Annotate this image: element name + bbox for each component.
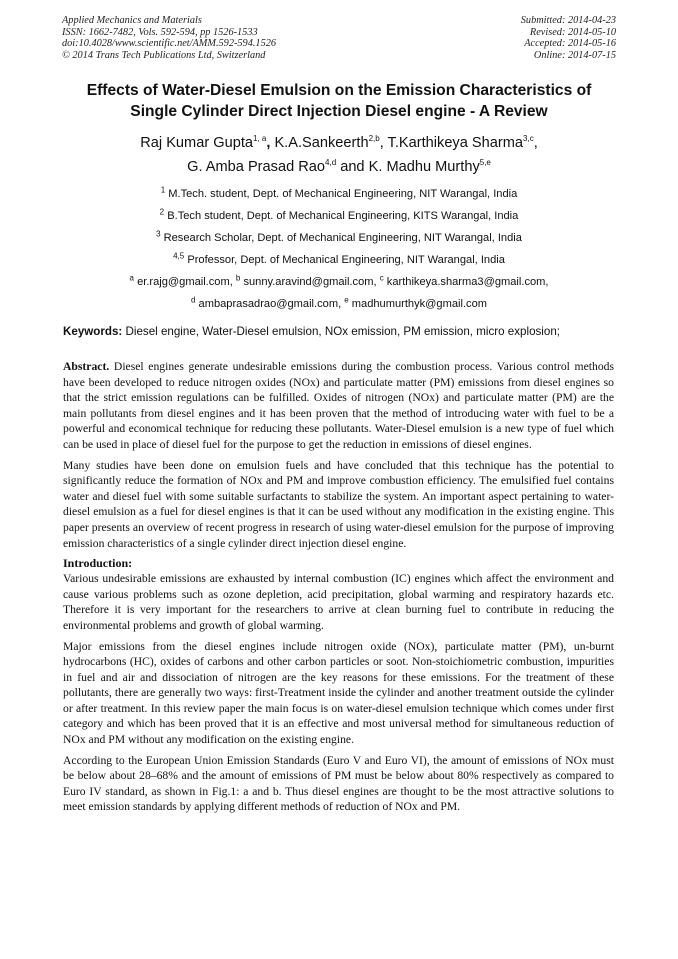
introduction-heading: Introduction: <box>63 556 133 571</box>
introduction-paragraph: Various undesirable emissions are exhausted by internal combustion (IC) engines which affect the environment and cause various problems such as ozone depletion, acid precipitation, global warming and respiratory hazards etc. Therefore it is very important for the researchers to arrive at clean burning fuel to contribute in reducing the environmental problems and growth of global warming. <box>63 572 614 632</box>
abstract-paragraph: Abstract. Diesel engines generate undesirable emissions during the combustion process. Various control methods have been developed to reduce nitrogen oxides (NOx) and particulate matter (PM) emissions from diesel engines so that the strict emission regulations can be fulfilled. Oxides of nitrogen (NOx) and particulate matter (PM) are the main pollutants from diesel engines and it has been proven that the method of introducing water with fuel to be a powerful and economical technique for reducing these pollutants. Water-Diesel emulsion is a new type of fuel which can be used in place of diesel fuel for the purpose to get the reduction in emissions of diesel engines. <box>63 360 614 451</box>
keywords-text: Diesel engine, Water-Diesel emulsion, NOx emission, PM emission, micro explosion; <box>125 325 561 338</box>
email-line-1: $^a$ er.rajg@gmail.com, $^b$ sunny.aravind@gmail.com, $^c$ karthikeya.sharma3@gmail.com, <box>129 273 549 288</box>
affiliation-item: $^{4,5}$ Professor, Dept. of Mechanical Engineering, NIT Warangal, India <box>173 251 505 266</box>
affiliation-item: $^2$ B.Tech student, Dept. of Mechanical Engineering, KITS Warangal, India <box>159 207 519 222</box>
issn-line: ISSN: 1662-7482, Vols. 592-594, pp 1526-1533 <box>62 26 258 38</box>
email-link[interactable]: madhumurthyk@gmail.com <box>351 298 487 310</box>
title-line-1: Effects of Water-Diesel Emulsion on the Emission Characteristics of <box>86 82 592 99</box>
author-sup: 4,d <box>325 158 337 168</box>
author-conjunction: and <box>340 159 365 175</box>
paper-title <box>40 80 638 122</box>
affiliation-list <box>40 183 638 315</box>
journal-info <box>62 15 276 61</box>
email-link[interactable]: sunny.aravind@gmail.com, <box>243 276 377 288</box>
online-date: Online: 2014-07-15 <box>533 49 616 61</box>
introduction-paragraph: Major emissions from the diesel engines include nitrogen oxide (NOx), particulate matter (PM), un-burnt hydrocarbons (HC), oxides of carbons and other carbon particles or soot. Non-stoichiometric combustion, impurities in fuel and air and dissociation of nitrogen are the key reasons for these emissions. For the treatment of these pollutants, there are generally two ways: first-Treatment inside the cylinder and another treatment outside the cylinder or after treatment. In this review paper the main focus is on water-diesel emulsion technique which comes under first category and which has been proved that it is an effective and most universal method for simultaneous reduction of NOx and PM without any modification on the existing engine. <box>63 639 614 747</box>
author-name: K. Madhu Murthy <box>368 159 480 175</box>
email-link[interactable]: er.rajg@gmail.com, <box>137 276 233 288</box>
copyright-line: © 2014 Trans Tech Publications Ltd, Switzerland <box>62 49 266 61</box>
email-line-2: $^d$ ambaprasadrao@gmail.com, $^e$ madhumurthyk@gmail.com <box>191 295 487 310</box>
abstract-paragraph: Many studies have been done on emulsion fuels and have concluded that this technique has the potential to significantly reduce the formation of NOx and PM and improve combustion efficiency. The emulsified fuel contains water and diesel fuel with some suitable surfactants to stabilize the system. An important aspect pertaining to water-diesel emulsion as a fuel for diesel engines is that it can be used without any modification in the existing engine. This paper presents an overview of recent progress in research of using water-diesel emulsion for the purpose of improving emission characteristics of a single cylinder direct injection diesel engine. <box>63 458 614 550</box>
journal-name: Applied Mechanics and Materials <box>62 15 202 26</box>
author-name: T.Karthikeya Sharma <box>387 135 524 151</box>
author-name: Raj Kumar Gupta <box>140 135 253 151</box>
keywords-label: Keywords: <box>63 325 123 338</box>
author-name: G. Amba Prasad Rao <box>187 159 326 175</box>
author-sup: 5,e <box>479 158 491 168</box>
submitted-date: Submitted: 2014-04-23 <box>520 15 616 26</box>
keywords <box>63 325 623 339</box>
revised-date: Revised: 2014-05-10 <box>529 26 616 38</box>
abstract-label: Abstract. <box>63 360 110 373</box>
accepted-date: Accepted: 2014-05-16 <box>524 38 616 50</box>
title-line-2: Single Cylinder Direct Injection Diesel engine - A Review <box>130 103 548 120</box>
author-line-1: Raj Kumar Gupta$^{1, a}$, K.A.Sankeerth$^{2,b}$, T.Karthikeya Sharma$^{3,c}$, <box>140 134 538 151</box>
doi-line: doi:10.4028/www.scientific.net/AMM.592-594.1526 <box>62 38 277 50</box>
paper-body <box>63 359 614 820</box>
author-list <box>40 131 638 179</box>
email-link[interactable]: ambaprasadrao@gmail.com, <box>198 298 342 310</box>
email-link[interactable]: karthikeya.sharma3@gmail.com, <box>386 276 549 288</box>
author-sup: 1, a <box>253 134 267 144</box>
affiliation-item: $^3$ Research Scholar, Dept. of Mechanical Engineering, NIT Warangal, India <box>156 229 522 244</box>
author-sup: 3,c <box>523 134 534 144</box>
publication-dates <box>521 15 616 61</box>
affiliation-item: $^1$ M.Tech. student, Dept. of Mechanical Engineering, NIT Warangal, India <box>160 185 518 200</box>
author-name: K.A.Sankeerth <box>274 135 369 151</box>
author-sup: 2,b <box>368 134 380 144</box>
author-line-2 <box>40 155 638 179</box>
introduction-paragraph: According to the European Union Emission Standards (Euro V and Euro VI), the amount of emissions of NOx must be below about 28–68% and the amount of emissions of PM must be below about 80% respectively as compared to Euro IV standard, as shown in Fig.1: a and b. Thus diesel engines are thought to be the most attractive solutions to meet emission standards by applying different methods of reduction of NOx and PM. <box>63 753 614 814</box>
